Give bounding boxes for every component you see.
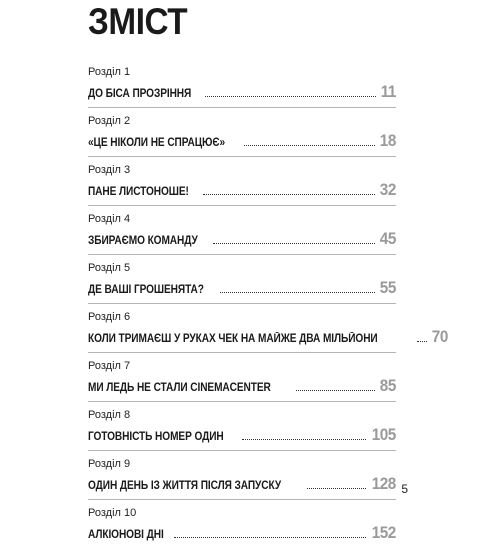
page-title: ЗМІСТ: [88, 1, 188, 42]
dot-leader: [220, 292, 375, 293]
toc-entry[interactable]: [88, 212, 396, 255]
toc-entry[interactable]: [88, 163, 396, 206]
entry-line: [88, 523, 396, 541]
page-number: 55: [379, 278, 396, 297]
dot-leader: [203, 194, 375, 195]
chapter-label: Розділ 9: [88, 458, 131, 470]
toc-entry[interactable]: [88, 408, 396, 451]
page-number: 11: [380, 82, 396, 101]
chapter-title: МИ ЛЕДЬ НЕ СТАЛИ CINEMACENTER: [88, 382, 271, 394]
chapter-title: КОЛИ ТРИМАЄШ У РУКАХ ЧЕК НА МАЙЖЕ ДВА МІЛЬЙОНИ: [88, 333, 378, 345]
page-number: 70: [431, 327, 449, 346]
chapter-title: «ЦЕ НІКОЛИ НЕ СПРАЦЮЄ»: [88, 137, 226, 149]
dot-leader: [307, 488, 366, 489]
folio-page-number: 5: [401, 482, 408, 496]
page-number: 152: [371, 523, 396, 542]
dot-leader: [205, 96, 376, 97]
entry-line: [88, 327, 449, 346]
chapter-label: Розділ 2: [88, 115, 131, 127]
page-number: 105: [371, 425, 396, 444]
page-number: 18: [379, 131, 396, 150]
chapter-title: ГОТОВНІСТЬ НОМЕР ОДИН: [88, 431, 224, 443]
chapter-title: ОДИН ДЕНЬ ІЗ ЖИТТЯ ПІСЛЯ ЗАПУСКУ: [88, 480, 282, 492]
page-number: 85: [379, 376, 396, 395]
entry-line: [88, 229, 396, 247]
entry-line: [88, 278, 396, 296]
dot-leader: [296, 390, 375, 391]
entry-line: [88, 425, 396, 443]
chapter-label: Розділ 10: [88, 507, 137, 519]
toc-entry[interactable]: [88, 65, 396, 108]
chapter-label: Розділ 5: [88, 262, 131, 274]
chapter-label: Розділ 4: [88, 213, 131, 225]
toc-entry[interactable]: [88, 359, 396, 402]
chapter-title: ДЕ ВАШІ ГРОШЕНЯТА?: [88, 284, 204, 296]
toc-entry[interactable]: [88, 310, 449, 353]
page-number: 45: [379, 229, 396, 248]
entry-line: [88, 82, 396, 100]
entry-line: [88, 474, 396, 492]
dot-leader: [417, 341, 427, 342]
toc-entry[interactable]: [88, 114, 396, 157]
chapter-label: Розділ 6: [88, 311, 131, 323]
toc-entry[interactable]: [88, 261, 396, 304]
dot-leader: [244, 145, 375, 146]
page-number: 32: [379, 180, 396, 199]
chapter-title: ПАНЕ ЛИСТОНОШЕ!: [88, 186, 189, 198]
entry-line: [88, 131, 396, 149]
chapter-title: ЗБИРАЄМО КОМАНДУ: [88, 235, 198, 247]
page-number: 128: [371, 474, 396, 493]
entry-line: [88, 180, 396, 198]
table-of-contents: [88, 63, 449, 554]
chapter-title: АЛКІОНОВІ ДНІ: [88, 529, 164, 541]
toc-entry[interactable]: [88, 457, 396, 500]
chapter-title: ДО БІСА ПРОЗРІННЯ: [88, 88, 192, 100]
toc-entry[interactable]: [88, 506, 396, 548]
dot-leader: [174, 537, 366, 538]
chapter-label: Розділ 3: [88, 164, 131, 176]
chapter-label: Розділ 1: [88, 66, 131, 78]
entry-line: [88, 376, 396, 394]
dot-leader: [242, 439, 366, 440]
chapter-label: Розділ 7: [88, 360, 131, 372]
dot-leader: [213, 243, 375, 244]
chapter-label: Розділ 8: [88, 409, 131, 421]
